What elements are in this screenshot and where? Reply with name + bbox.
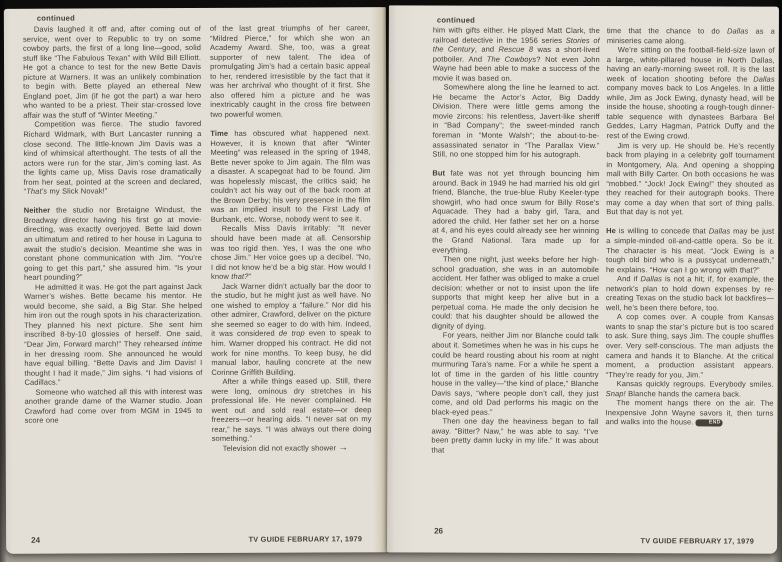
paragraph: of the last great triumphs of her career, “Mildred Pierce,” for which she won an Academy Award. She, too, was a great supporter of new talent. The idea of promulgating Jim’s had a certain basic appeal to her, rendered irresistible by the fact that it was her archrival who thought of it first. She also offered him a picture and he was inextricably caught in the cross fire between two powerful women. — [209, 23, 371, 119]
page-number: 24 — [31, 535, 41, 545]
article-column — [210, 23, 372, 530]
paragraph: Jack Warner didn’t actually bar the door to the studio, but he might just as well have. No one wished to employ a “failure.” Nor did his other admirer, Crawford, deliver on the picture she seemed so eager to do with him. Indeed, it was considered de trop even to speak to him. Warner dropped his contract. He did not work for nine months. To keep busy, he did manual labor, hauling concrete at the new Corinne Griffith Building. — [211, 280, 372, 377]
magazine-footer: TV GUIDE FEBRUARY 17, 1979 — [640, 536, 755, 546]
paragraph: And if Dallas is not a hit; if, for example, the network’s plan to hold down expenses by re-creating Texas on the studio back lot backfires—well, he’s been there before, too. — [605, 274, 775, 313]
paragraph: He is willing to concede that Dallas may be just a simple-minded oil-and-cattle opera. So be it. The character is his meat. “Jock Ewing is a tough old bird who is a pussycat underneath,” he explains. “How can I go wrong with that?” — [606, 226, 775, 275]
paragraph: Neither the studio nor Bretaigne Windust, the Broadway director having his first go at movie-directing, was exactly overjoyed. Bette laid down an ultimatum and retired to her house in Laguna to await the studio’s decision. Meantime she was in constant phone communication with Jim. “You’re going to get this part,” she assured him. “Is your heart pounding?” — [23, 205, 202, 282]
continued-label: continued — [36, 13, 75, 23]
paragraph: Kansas quickly regroups. Everybody smiles. Snap! Blanche hands the camera back. — [605, 379, 774, 399]
page-number: 26 — [434, 526, 444, 536]
paragraph: him with gifts either. He played Matt Clark, the railroad detective in the 1956 series Stories of the Century, and Rescue 8 was a short-lived potboiler. And The Cowboys? Not even John Wayne had been able to make a success of the movie it was based on. — [432, 25, 600, 83]
paragraph: He admitted it was. He got the part against Jack Warner’s wishes. Bette became his mentor. He would become, she said, a Big Star. She helped him iron out the rough spots in his characterization. They planned his next picture. She sent him inscribed 8-by-10 glossies of herself. One said, “Dear Jim, Forward march!” They rehearsed intime in her dressing room. She announced he would have equal billing. “Bette Davis and Jim Davis! I thought I had it made,” Jim sighs. “I had visions of Cadillacs.” — [24, 281, 203, 387]
paragraph: Then one day the heaviness began to fall away. “Bitter? Naw,” he was able to say. “I’ve been pretty damn lucky in my life.” It was about that — [431, 416, 599, 455]
paragraph: Then one night, just weeks before her high-school graduation, she was in an automobile accident. Her father was obliged to make a cruel decision: whether or not to insist upon the life supports that might keep her alive but in a perpetual coma. He made the only decision he could: that his daughter should be allowed the dignity of dying. — [431, 254, 600, 331]
paragraph: Someone who watched all this with interest was another grande dame of the Warner studio. Joan Crawford had come over from MGM in 1945 to score one — [24, 386, 203, 426]
paragraph: After a while things eased up. Still, there were long, ominous dry stretches in his professional life. He never complained. He went out and sold real estate—or deep freezers—or hearing aids. “I never sat on my rear,” he says. “I was always out there doing something.” — [211, 376, 372, 444]
paragraph: The moment hangs there on the air. The Inexpensive John Wayne savors it, then turns and walks into the house. END — [605, 398, 774, 427]
paragraph: Somewhere along the line he learned to act. He became the Actor’s Actor, Big Daddy Division. There were little gems among the movie zircons: his relentless, Javert-like sheriff in “Bad Company”; the sweet-minded ranch foreman in “Monte Walsh”; the about-to-be-assassinated senator in “The Parallax View.” Still, no one stopped him for his autograph. — [432, 82, 600, 160]
article-column — [431, 25, 600, 532]
end-of-article-marker: END — [696, 420, 723, 427]
paragraph: A cop comes over. A couple from Kansas wants to snap the star’s picture but is too scared to ask. Sure thing, says Jim. The couple shuffles over. Very self-conscious. The man adjusts the camera and hands it to Blanche. At the critical moment, a production assistant appears. “They’re ready for you, Jim.” — [605, 312, 774, 380]
paragraph: time that the chance to do Dallas as a miniseries came along. — [606, 26, 775, 45]
paragraph: For years, neither Jim nor Blanche could talk about it. Sometimes when he was in his cups he could be heard rousting about his room at night murmuring Tara’s name. For a while he spent a lot of time in the garden of his little country house in the valley—“the kind of place,” Blanche Davis says, “where people don’t call, they just come, and old Dad performs his magic on the black-eyed peas.” — [431, 330, 599, 417]
paragraph: Jim is very up. He should be. He’s recently back from playing in a celebrity golf tournament in Montgomery, Ala. And opening a shopping mall with Billy Carter. On both occasions he was “mobbed.” “Jock! Jock Ewing!” they shouted as they reached for their autograph books. There may come a day when that sort of thing palls. But that day is not yet. — [606, 140, 775, 217]
paragraph: But fate was not yet through bouncing him around. Back in 1949 he had married his old girl friend, Blanche, the true-blue Ruby Keeler-type showgirl, who had once swum for Billy Rose’s Aquacade. They had a baby girl, Tara, and adored the child. Her father set her on a horse at 4, and his eyes could already see her winning the Grand National. Tara made up for everything. — [432, 168, 600, 255]
magazine-footer: TV GUIDE FEBRUARY 17, 1979 — [248, 534, 363, 544]
article-column — [605, 26, 775, 533]
continued-label: continued — [436, 15, 475, 25]
paragraph: Davis laughed it off and, after coming out of service, went over to Republic to try on some cowboy parts, the first of a long line—good, solid stuff like “The Fabulous Texan” with Wild Bill Elliott. He got a chance to test for the new Bette Davis picture at Warners. It was an unlikely combination to begin with. Bette played an ethereal New England poet, Jim (if he got the part) a war hero who wanted to be a priest. Their star-crossed love affair was the stuff of “Winter Meeting.” — [22, 23, 202, 120]
paragraph: Time has obscured what happened next. However, it is known that after “Winter Meeting” was released in the spring of 1948, Bette never spoke to Jim again. The film was a disaster. A scapegoat had to be found. Jim was hopelessly miscast, the critics said; he couldn’t act his way out of the back room at the Brown Derby; his very presence in the film was an implied insult to the First Lady of Burbank, etc. Worse, nobody went to see it. — [210, 128, 371, 224]
magazine-page-26 — [387, 5, 779, 553]
article-column — [23, 24, 203, 531]
paragraph: Competition was fierce. The studio favored Richard Widmark, with Burt Lancaster running a close second. The little-known Jim Davis was a kind of whimsical afterthought. The tests of all the actors were run for the star, Jim’s coming last. As the lights came up, Miss Davis rose dramatically from her seat, pointed at the screen and declared, “That’s my Slick Novak!” — [23, 119, 202, 197]
continuation-arrow-icon: → — [338, 442, 348, 454]
paragraph: We’re sitting on the football-field-size lawn of a large, white-pillared house in North Dallas, having an early-morning sweet roll. It is the last week of location shooting before the Dallas company moves back to Los Angeles. In a little while, Jim as Jock Ewing, dynasty head, will be inside the house, shooting a rough-tough dinner-table sequence with dynastees Barbara Bel Geddes, Larry Hagman, Patrick Duffy and the rest of the Ewing crowd. — [606, 45, 775, 141]
paragraph: Recalls Miss Davis irritably: “It never should have been made at all. Censorship was too rigid then. Yes, I was the one who chose Jim.” Her voice goes up a decibel. “No, I did not know he’d be a big star. How would I know that?” — [210, 223, 371, 282]
magazine-page-24 — [4, 7, 388, 554]
paragraph: Television did not exactly shower → — [222, 442, 348, 454]
